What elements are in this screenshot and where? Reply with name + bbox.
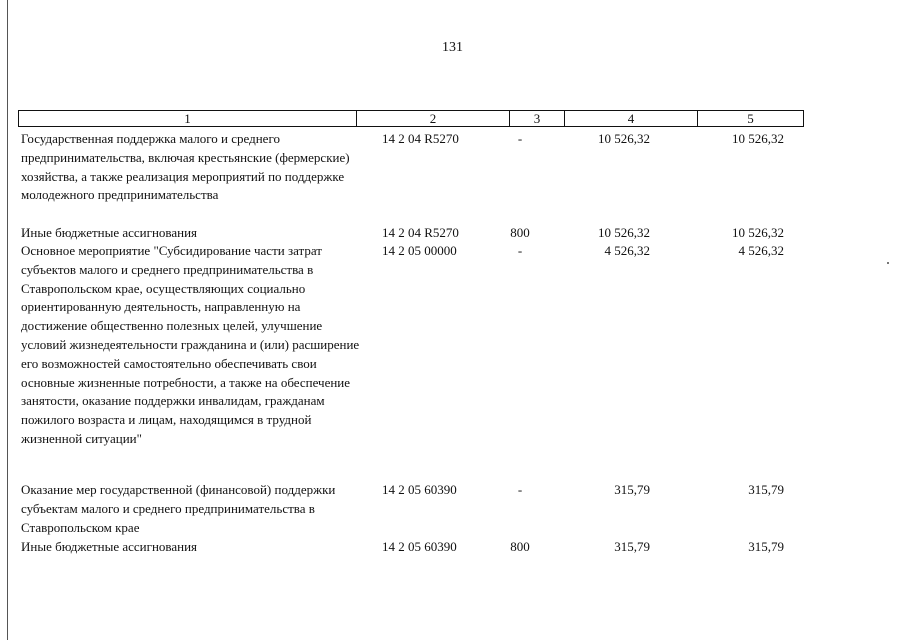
budget-table xyxy=(18,110,804,554)
row-name: Основное мероприятие "Субсидирование части затрат субъектов малого и среднего предпринимательства в Ставропольском крае, осуществляющих социально ориентированную деятельность, направленную на достижение общественно полезных целей, улучшение условий жизнедеятельности гражданина и (или) расширение его возможностей самостоятельно обеспечивать свои основные жизненные потребности, а также на обеспечение занятости, оказание поддержки инвалидам, гражданам пожилого возраста и лицам, находящимся в трудной жизненной ситуации" xyxy=(21,243,360,446)
row-value-4: 315,79 xyxy=(614,539,650,554)
row-name: Иные бюджетные ассигнования xyxy=(21,539,198,554)
row-name: Оказание мер государственной (финансовой) поддержки субъектам малого и среднего предпринимательства в Ставропольском крае xyxy=(21,482,336,535)
header-col-5: 5 xyxy=(747,111,754,126)
row-name: Государственная поддержка малого и среднего предпринимательства, включая крестьянские (фермерские) хозяйства, а также реализация мероприятий по поддержке молодежного предпринимательства xyxy=(21,131,350,203)
row-value-4: 315,79 xyxy=(614,482,650,497)
row-value-4: 10 526,32 xyxy=(598,131,650,146)
row-code: 14 2 04 R5270 xyxy=(382,225,459,240)
row-value-5: 10 526,32 xyxy=(732,131,784,146)
scan-speck xyxy=(887,262,889,264)
page-edge-line xyxy=(7,0,8,640)
row-value-5: 4 526,32 xyxy=(738,243,784,258)
row-code: 14 2 05 60390 xyxy=(382,539,457,554)
header-col-1: 1 xyxy=(184,111,191,126)
row-code: 14 2 04 R5270 xyxy=(382,131,459,146)
page-number: 131 xyxy=(442,40,463,55)
row-value-5: 315,79 xyxy=(748,539,784,554)
row-type: 800 xyxy=(510,539,530,554)
row-code: 14 2 05 00000 xyxy=(382,243,457,258)
row-value-4: 10 526,32 xyxy=(598,225,650,240)
header-col-4: 4 xyxy=(627,111,635,126)
table-header xyxy=(18,110,804,127)
row-value-5: 315,79 xyxy=(748,482,784,497)
row-type: - xyxy=(517,482,523,497)
row-code: 14 2 05 60390 xyxy=(382,482,457,497)
header-col-3: 3 xyxy=(533,111,541,126)
row-type: 800 xyxy=(510,225,530,240)
row-value-4: 4 526,32 xyxy=(604,243,650,258)
row-name: Иные бюджетные ассигнования xyxy=(21,225,198,240)
header-col-2: 2 xyxy=(429,111,437,126)
row-type: - xyxy=(517,131,523,146)
row-type: - xyxy=(517,243,523,258)
row-value-5: 10 526,32 xyxy=(732,225,784,240)
